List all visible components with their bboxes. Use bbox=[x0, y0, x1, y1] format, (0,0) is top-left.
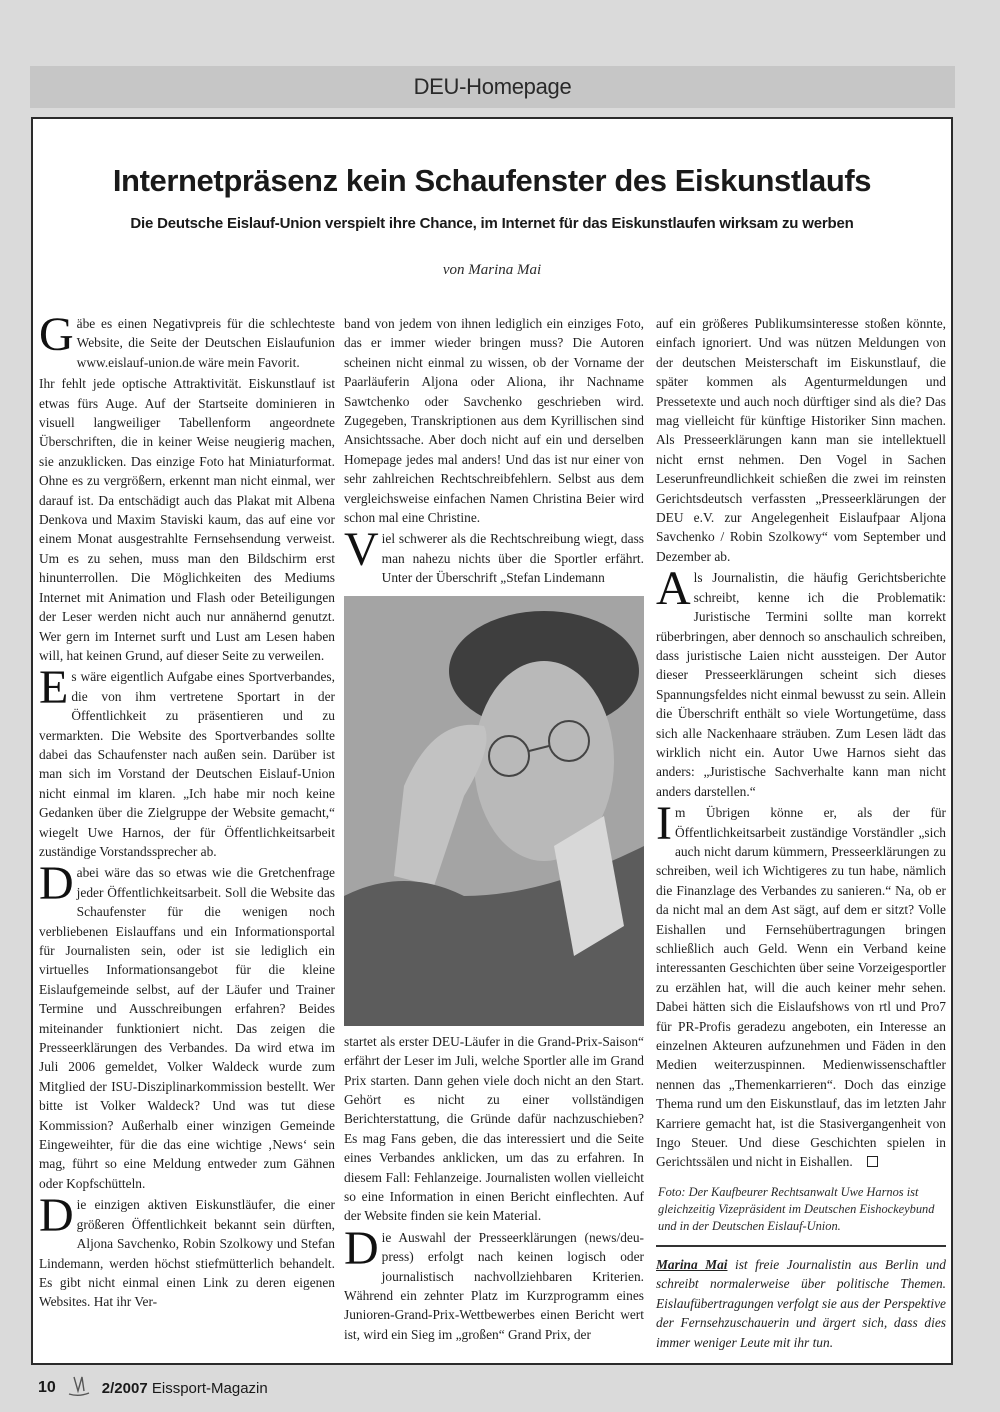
paragraph: Die Auswahl der Presseerklärungen (news/deu-press) erfolgt nach keinen logisch oder journalistisch nachvollziehbaren Kriterien. Während ein zehnter Platz im Kurzprogramm eines Junioren-Grand-Prix-Wettbewerbes einen Bericht wert ist, wird ein Sieg im „großen“ Grand Prix, der bbox=[344, 1221, 644, 1342]
paragraph: Ihr fehlt jede optische Attraktivität. Eiskunstlauf ist etwas fürs Auge. Auf der Startseite dominieren in visuell langweiliger Tabellenform angeordnete Überschriften, die in keiner Weise neugierig machen, sie anzuklicken. Das einzige Foto hat Miniaturformat. Ohne es zu vergrößern, erkennt man nicht einmal, wer darauf ist. Da entschädigt auch das Plakat mit Albena Denkova und Maxim Staviski kaum, das auf eine vor einem Monat ausgestrahlte Fernsehsendung verweist. Um es zu sehen, muss man den Bildschirm erst hinunterrollen. Die Möglichkeiten des Mediums Internet mit Animation und Flash oder Beteiligungen der Leser werden nicht auch nur annähernd genutzt. Wer gern im Internet surft und Lust am Lesen haben will, hat keinen Grund, auf dieser Seite zu verweilen. bbox=[39, 376, 335, 663]
paragraph: Gäbe es einen Negativpreis für die schlechteste Website, die Seite der Deutschen Eislaufunion www.eislauf-union.de wäre mein Favorit. bbox=[39, 308, 335, 370]
dropcap: D bbox=[39, 857, 74, 911]
dropcap: E bbox=[39, 661, 69, 715]
author-bio: Marina Mai ist freie Journalistin aus Berlin und schreibt normalerweise über politische Themen. Eislaufübertragungen verfolgt sie aus der Perspektive der Fernsehzuschauerin und ärgert sich, dass dies immer weniger Leute mit ihr tun. bbox=[656, 1256, 946, 1350]
author-name: Marina Mai bbox=[656, 1256, 728, 1272]
article-box bbox=[31, 117, 953, 1365]
paragraph: startet als erster DEU-Läufer in die Grand-Prix-Saison“ erfährt der Leser im Juli, welche Sportler alle im Grand Prix starten. Dann gehen viele doch nicht an den Start. Gehört es nicht zu einer vollständigen Berichterstattung, die Gründe dafür nachzuschieben? Es mag Fans geben, die das interessiert und die Seite eines Verbandes anklicken, um das zu erfahren. In diesem Fall: Fehlanzeige. Journalisten wollen vielleicht so eine Information in einen Bericht einflechten. Auf der Website finden sie kein Material. bbox=[344, 1033, 644, 1224]
section-banner bbox=[30, 66, 955, 108]
article-column-3 bbox=[656, 314, 946, 1352]
photo-caption: Foto: Der Kaufbeurer Rechtsanwalt Uwe Harnos ist gleichzeitig Vizepräsident im Deutschen Eishockeybund und in der Deutschen Eislauf-Union. bbox=[658, 1184, 935, 1233]
dropcap: D bbox=[344, 1221, 379, 1275]
paragraph: band von jedem von ihnen lediglich ein einziges Foto, das er immer wieder bringen muss? Die Autoren scheinen nicht einmal zu wissen, ob der Vorname der Paarläuferin Aljona oder Aliona, ihr Nachname Sawtchenko oder Savchenko geschrieben wird. Zugegeben, Transkriptionen aus dem Kyrillischen sind Ansichtssache. Aber doch nicht auf ein und derselben Homepage jedes mal anders! Und das ist nur einer von sehr zahlreichen Rechtschreibfehlern. Selbst aus dem vergleichsweise einfachen Namen Christina Beier wird schon mal eine Christine. bbox=[344, 316, 644, 526]
divider bbox=[656, 1245, 946, 1247]
dropcap: I bbox=[656, 797, 672, 851]
dropcap: A bbox=[656, 562, 691, 616]
paragraph: Im Übrigen könne er, als der für Öffentlichkeitsarbeit zuständige Vorständler „sich auch nicht darum kümmern, Presseerklärungen zu schreiben, weil ich Wichtigeres zu tun habe, nämlich die Finanzlage des Verbandes zu sanieren.“ Na, ob er da nicht mal an dem Ast sägt, auf dem er sitzt? Volle Eishallen und Fernsehübertragungen bringen schließlich auch Geld. Wenn ein Verband keine interessanten Geschichten über seine Vorzeigesportler zu erzählen hat, will die auch keiner mehr sehen. Dabei hätten sich die Eislaufshows von rtl und Pro7 für PR-Profis geradezu angeboten, ein Interesse an einzelnen Akteuren aufzunehmen und Fäden in den Medien weiterzuspinnen. Medienwissenschaftler nennen das „Themenkarrieren“. Doch das einzige Thema rund um den Eiskunstlauf, das im letzten Jahr Karriere gemacht hat, ist die Stasivergangenheit von Ingo Steuer. Und diese Geschichten spielen in Gerichtssälen und nicht in Eishallen. bbox=[656, 797, 946, 1170]
skate-logo-icon bbox=[66, 1373, 92, 1403]
article-subheadline: Die Deutsche Eislauf-Union verspielt ihre Chance, im Internet für das Eiskunstlaufen wirksam zu werben bbox=[130, 215, 854, 232]
article-column-2 bbox=[344, 314, 644, 1346]
dropcap: G bbox=[39, 308, 74, 361]
paragraph: Als Journalistin, die häufig Gerichtsberichte schreibt, kenne ich die Problematik: Juristische Termini sollte man korrekt rüberbringen, aber dennoch so anschaulich schreiben, dass juristische Laien nicht aussteigen. Der Autor dieser Presseerklärungen scheint sich dieses Spannungsfeldes nicht einmal bewusst zu sein. Allein die Überschrift enthält so viele Wortungetüme, dass sich alle Nackenhaare sträuben. Zum Lesen lädt das wirklich nicht ein. Autor Uwe Harnos sieht das anders: „Juristische Sachverhalte kann man nicht anders darstellen.“ bbox=[656, 562, 946, 799]
issue-number: 2/2007 bbox=[101, 1379, 148, 1397]
portrait-photo bbox=[344, 596, 644, 1026]
portrait-illustration-icon bbox=[344, 596, 644, 1026]
paragraph: Dabei wäre das so etwas wie die Gretchenfrage jeder Öffentlichkeitsarbeit. Soll die Website das Schaufenster für die wenigen noch verbliebenen Eislauffans und ein Informationsportal für Journalisten sein, oder ist sie lediglich ein virtuelles Informationsangebot für die kleine Eislaufgemeinde selbst, auf der Läufer und Trainer Termine und Ausschreibungen erfahren? Beides miteinander funktioniert nicht. Das zeigen die Presseerklärungen des Verbandes. Da wird etwa im Juli 2006 gemeldet, Volker Waldeck wurde zum Mitglied der ISU-Disziplinarkommission bestellt. Wer bitte ist Volker Waldeck? Und was tut diese Kommission? Außerhalb einer winzigen Gemeinde Eingeweihter, für die das eine wichtige ‚News‘ sein mag, führt so eine Meldung entweder zum Gähnen oder Kopfschütteln. bbox=[39, 857, 335, 1191]
article-column-1 bbox=[39, 308, 335, 1314]
end-mark-icon bbox=[867, 1156, 878, 1167]
magazine-name: Eissport-Magazin bbox=[151, 1379, 268, 1397]
article-byline: von Marina Mai bbox=[442, 262, 542, 278]
paragraph: auf ein größeres Publikumsinteresse stoßen könnte, einfach ignoriert. Und was nützen Meldungen von der deutschen Meisterschaft im Eiskunstlauf, die später kommen als Agenturmeldungen und Pressetexte und auch noch dürftiger sind als die? Das mag vielleicht für künftige Historiker Sinn machen. Als Presseerklärungen kann man sie intellektuell nicht ernst nehmen. Den Vogel in Sachen Leserunfreundlichkeit schießen die zwei im reinsten Gerichtsdeutsch verfassten „Presseerklärungen der DEU e.V. zur Angelegenheit Eislaufpaar Aljona Savchenko / Robin Szolkowy“ vom September und Dezember ab. bbox=[656, 316, 946, 564]
paragraph: Es wäre eigentlich Aufgabe eines Sportverbandes, die von ihm vertretene Sportart in der Öffentlichkeit zu präsentieren und zu vermarkten. Die Website des Sportverbandes sollte dabei das Schaufenster nach außen sein. Darüber ist man sich im Vorstand der Deutschen Eislauf-Union nicht einmal im klaren. „Ich habe mir noch keine Gedanken über die Zielgruppe der Website gemacht,“ wiegelt Uwe Harnos, der für Öffentlichkeitsarbeit zuständige Vorstandssprecher ab. bbox=[39, 661, 335, 859]
paragraph: Die einzigen aktiven Eiskunstläufer, die einer größeren Öffentlichkeit bekannt sein dürften, Aljona Savchenko, Robin Szolkowy und Stefan Lindemann, werden höchst stiefmütterlich behandelt. Es gibt nicht einmal einen Link zu deren eigenen Websites. Hat ihr Ver- bbox=[39, 1189, 335, 1310]
page-number: 10 bbox=[38, 1379, 56, 1396]
article-headline: Internetpräsenz kein Schaufenster des Eiskunstlaufs bbox=[112, 163, 872, 198]
section-title: DEU-Homepage bbox=[413, 74, 572, 99]
dropcap: D bbox=[39, 1189, 74, 1243]
paragraph: Viel schwerer als die Rechtschreibung wiegt, dass man nahezu nichts über die Sportler erfährt. Unter der Überschrift „Stefan Lindemann bbox=[344, 523, 644, 586]
page-footer bbox=[38, 1374, 268, 1402]
dropcap: V bbox=[344, 523, 379, 577]
